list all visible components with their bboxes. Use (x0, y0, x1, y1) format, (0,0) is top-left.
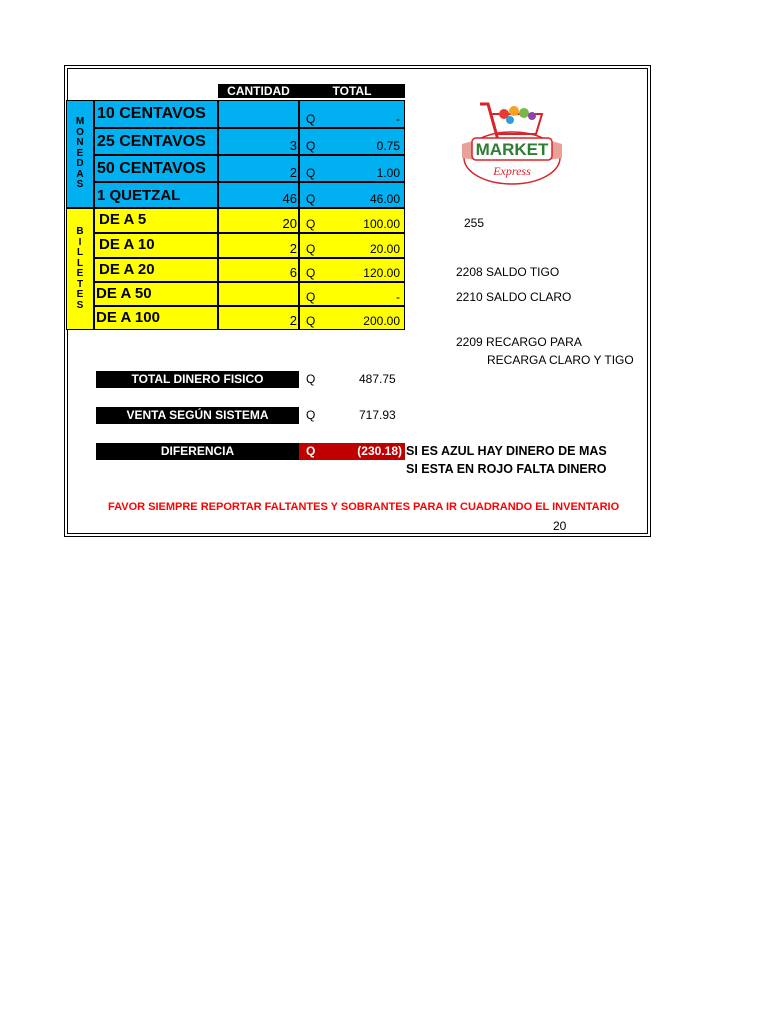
side-letter: D (76, 158, 84, 170)
bill-quantity[interactable]: 20 (218, 208, 299, 233)
note-saldo-tigo: 2208 SALDO TIGO (456, 265, 560, 279)
side-letter: L (76, 257, 84, 269)
note-255: 255 (464, 216, 485, 230)
side-letter: L (76, 247, 84, 258)
note-recarga: RECARGA CLARO Y TIGO (487, 353, 634, 367)
side-letter: N (76, 137, 84, 149)
bill-label: DE A 10 (94, 233, 218, 258)
note-recargo: 2209 RECARGO PARA (456, 335, 582, 349)
footer-warning: FAVOR SIEMPRE REPORTAR FALTANTES Y SOBRANTES PARA IR CUADRANDO EL INVENTARIO (108, 501, 620, 513)
venta-sistema-label: VENTA SEGÚN SISTEMA (96, 407, 299, 424)
venta-sistema-q: Q (306, 408, 316, 422)
side-letter: S (76, 299, 84, 311)
coin-total: Q 0.75 (299, 128, 405, 155)
venta-sistema-value: 717.93 (359, 408, 396, 422)
bill-quantity[interactable] (218, 282, 299, 306)
bill-label: DE A 5 (94, 208, 218, 233)
coin-total: Q - (299, 100, 405, 128)
coin-total: Q 1.00 (299, 155, 405, 182)
note-rojo: SI ESTA EN ROJO FALTA DINERO (406, 462, 607, 476)
coin-total: Q 46.00 (299, 182, 405, 208)
bill-total: Q 20.00 (299, 233, 405, 258)
header-total: TOTAL (299, 84, 405, 98)
coin-quantity[interactable]: 2 (218, 155, 299, 182)
bill-total: Q 120.00 (299, 258, 405, 282)
total-fisico-label: TOTAL DINERO FISICO (96, 371, 299, 388)
side-letter: O (76, 126, 84, 138)
svg-text:MARKET: MARKET (475, 140, 549, 159)
side-letter: T (76, 278, 84, 290)
coin-label: 50 CENTAVOS (94, 155, 218, 182)
side-letter: S (76, 179, 84, 191)
monedas-side-label (66, 100, 94, 208)
svg-text:Express: Express (493, 164, 531, 178)
bill-label: DE A 20 (94, 258, 218, 282)
total-fisico-value: 487.75 (359, 372, 396, 386)
side-letter: B (76, 226, 84, 237)
bill-total: Q 100.00 (299, 208, 405, 233)
diferencia-value: (230.18) (357, 444, 402, 458)
note-saldo-claro: 2210 SALDO CLARO (456, 290, 572, 304)
bill-quantity[interactable]: 6 (218, 258, 299, 282)
coin-quantity[interactable] (218, 100, 299, 128)
coin-label: 25 CENTAVOS (94, 128, 218, 155)
coin-label: 1 QUETZAL (94, 182, 218, 208)
bill-total: Q - (299, 282, 405, 306)
side-letter: E (76, 147, 84, 159)
side-letter: E (76, 289, 84, 300)
coin-quantity[interactable]: 46 (218, 182, 299, 208)
diferencia-q: Q (306, 444, 316, 458)
side-letter: E (76, 268, 84, 279)
market-express-logo (458, 100, 566, 186)
bill-label: DE A 50 (94, 282, 218, 306)
coin-quantity[interactable]: 3 (218, 128, 299, 155)
note-azul: SI ES AZUL HAY DINERO DE MAS (406, 444, 607, 458)
side-letter: M (75, 116, 85, 128)
bill-quantity[interactable]: 2 (218, 233, 299, 258)
note-20: 20 (553, 519, 567, 533)
total-fisico-q: Q (306, 372, 316, 386)
diferencia-cell (299, 443, 405, 460)
diferencia-label: DIFERENCIA (96, 443, 299, 460)
bill-total: Q 200.00 (299, 306, 405, 330)
bill-quantity[interactable]: 2 (218, 306, 299, 330)
bill-label: DE A 100 (94, 306, 218, 330)
header-cantidad: CANTIDAD (218, 84, 299, 98)
side-letter: A (76, 168, 84, 180)
side-letter: I (78, 236, 82, 248)
coin-label: 10 CENTAVOS (94, 100, 218, 128)
billetes-side-label (66, 208, 94, 330)
